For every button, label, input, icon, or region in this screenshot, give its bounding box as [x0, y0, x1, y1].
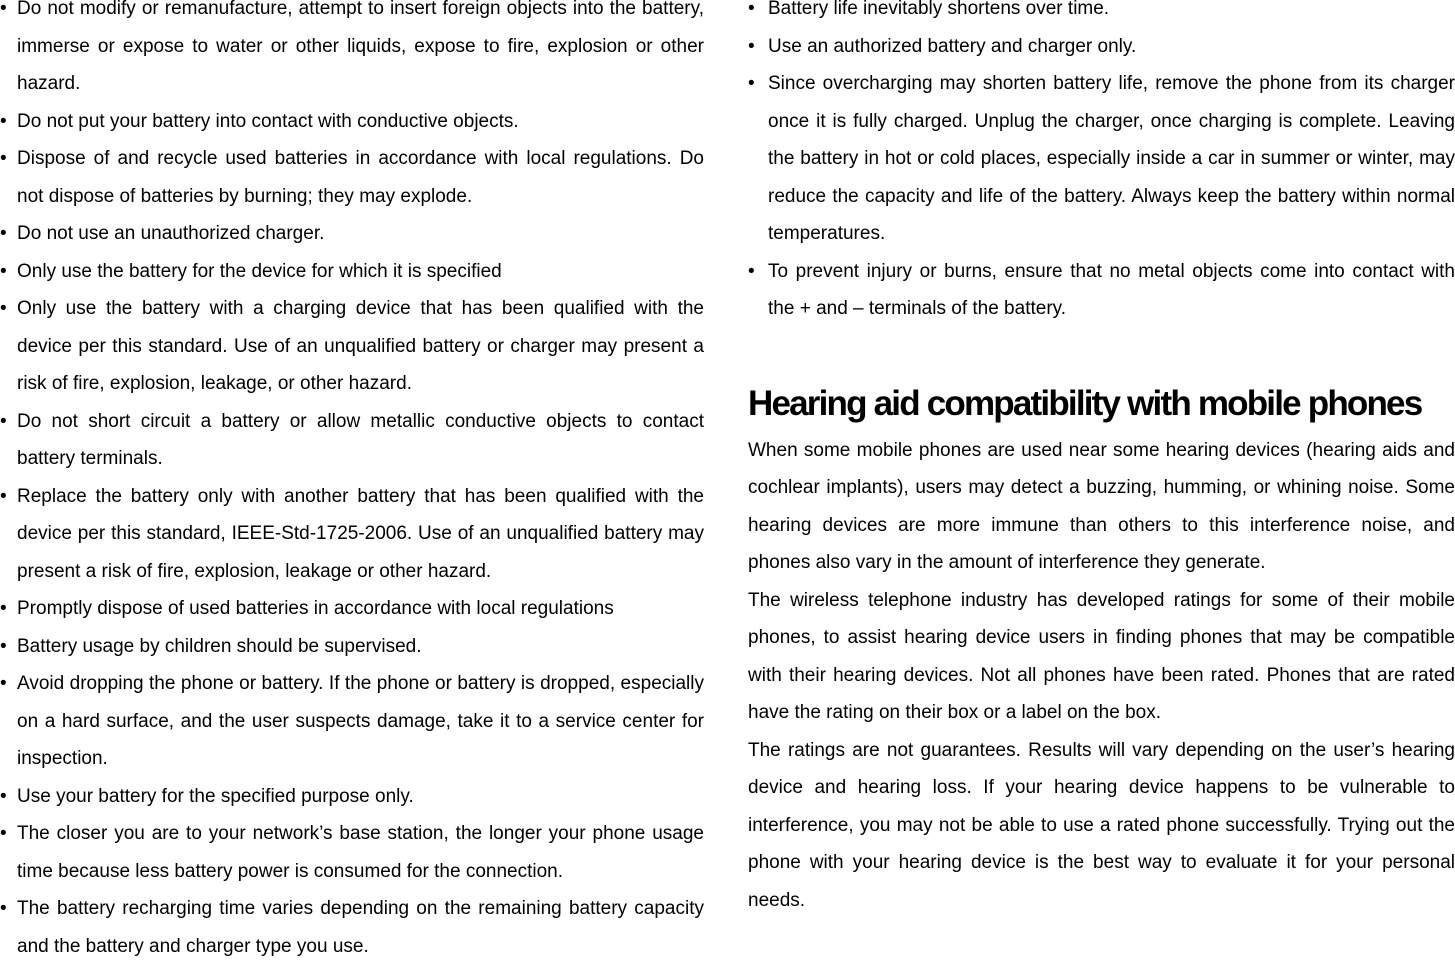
- list-item-text: The closer you are to your network’s base station, the longer your phone usage time because less battery power is consumed for the connection.: [17, 823, 704, 882]
- bullet-icon: •: [0, 485, 7, 507]
- right-column: [748, 0, 1455, 919]
- list-item: [0, 140, 704, 215]
- bullet-icon: •: [0, 635, 7, 657]
- bullet-icon: •: [748, 35, 755, 57]
- list-item-text: Do not short circuit a battery or allow metallic conductive objects to contact battery terminals.: [17, 410, 704, 469]
- list-item-text: Promptly dispose of used batteries in accordance with local regulations: [17, 598, 614, 619]
- bullet-icon: •: [0, 823, 7, 844]
- bullet-icon: •: [0, 223, 7, 244]
- paragraph: The ratings are not guarantees. Results will vary depending on the user’s hearing device and hearing loss. If your hearing device happens to be vulnerable to interference, you may not be able to use a rated phone successfully. Trying out the phone with your hearing device is the best way to evaluate it for your personal needs.: [748, 739, 1455, 911]
- bullet-icon: •: [0, 673, 7, 694]
- bullet-icon: •: [0, 110, 7, 132]
- list-item-text: Do not modify or remanufacture, attempt to insert foreign objects into the battery, immerse or expose to water or other liquids, expose to fire, explosion or other hazard.: [17, 0, 704, 94]
- list-item: [0, 0, 704, 103]
- list-item: [0, 815, 704, 890]
- list-item-text: Avoid dropping the phone or battery. If the phone or battery is dropped, especially on a hard surface, and the user suspects damage, take it to a service center for inspection.: [17, 673, 704, 769]
- paragraph: The wireless telephone industry has developed ratings for some of their mobile phones, to assist hearing device users in finding phones that may be compatible with their hearing devices. Not all phones have been rated. Phones that are rated have the rating on their box or a label on the box.: [748, 589, 1455, 723]
- list-item: [0, 478, 704, 591]
- list-item-text: Only use the battery for the device for which it is specified: [17, 260, 502, 282]
- list-item-text: Battery usage by children should be supervised.: [17, 635, 422, 657]
- list-item-text: Dispose of and recycle used batteries in accordance with local regulations. Do not dispose of batteries by burning; they may explode.: [17, 148, 704, 207]
- bullet-icon: •: [0, 148, 7, 169]
- battery-safety-list: [0, 0, 704, 965]
- list-item: [0, 890, 704, 965]
- list-item-text: Replace the battery only with another battery that has been qualified with the device per this standard, IEEE-Std-1725-2006. Use of an unqualified battery may present a risk of fire, explosion, leakage or other hazard.: [17, 485, 704, 582]
- list-item: [0, 778, 704, 816]
- list-item-text: Use your battery for the specified purpose only.: [17, 785, 414, 807]
- list-item-text: Battery life inevitably shortens over time.: [768, 0, 1110, 19]
- bullet-icon: •: [0, 898, 7, 919]
- list-item: [748, 253, 1455, 328]
- section-title: Hearing aid compatibility with mobile phones: [748, 383, 1422, 423]
- bullet-icon: •: [0, 785, 7, 807]
- list-item: [0, 628, 704, 666]
- list-item-text: To prevent injury or burns, ensure that no metal objects come into contact with the + and – terminals of the battery.: [768, 260, 1455, 319]
- bullet-icon: •: [748, 260, 755, 282]
- bullet-icon: •: [0, 410, 7, 432]
- left-column: [0, 0, 704, 965]
- list-item: [0, 665, 704, 778]
- list-item: [748, 28, 1455, 66]
- list-item-text: Use an authorized battery and charger only.: [768, 35, 1137, 57]
- paragraph: When some mobile phones are used near some hearing devices (hearing aids and cochlear implants), users may detect a buzzing, humming, or whining noise. Some hearing devices are more immune than others to this interference noise, and phones also vary in the amount of interference they generate.: [748, 439, 1455, 573]
- list-item: [0, 215, 704, 253]
- list-item-text: Do not use an unauthorized charger.: [17, 223, 325, 244]
- bullet-icon: •: [0, 260, 7, 282]
- bullet-icon: •: [748, 0, 755, 19]
- bullet-icon: •: [0, 598, 7, 619]
- list-item: [748, 0, 1455, 28]
- list-item: [0, 590, 704, 628]
- list-item: [0, 403, 704, 478]
- bullet-icon: •: [0, 0, 7, 19]
- bullet-icon: •: [748, 73, 755, 94]
- list-item: [748, 65, 1455, 253]
- list-item-text: Only use the battery with a charging device that has been qualified with the device per this standard. Use of an unqualified battery or charger may present a risk of fire, explosion, leakage, or other hazard.: [17, 298, 704, 394]
- list-item-text: Do not put your battery into contact with conductive objects.: [17, 110, 519, 132]
- list-item: [0, 103, 704, 141]
- bullet-icon: •: [0, 298, 7, 319]
- battery-care-list: [748, 0, 1455, 328]
- list-item: [0, 290, 704, 403]
- list-item-text: The battery recharging time varies depending on the remaining battery capacity and the battery and charger type you use.: [17, 898, 704, 957]
- list-item: [0, 253, 704, 291]
- list-item-text: Since overcharging may shorten battery life, remove the phone from its charger once it is fully charged. Unplug the charger, once charging is complete. Leaving the battery in hot or cold places, especially inside a car in summer or winter, may reduce the capacity and life of the battery. Always keep the battery within normal temperatures.: [768, 73, 1455, 244]
